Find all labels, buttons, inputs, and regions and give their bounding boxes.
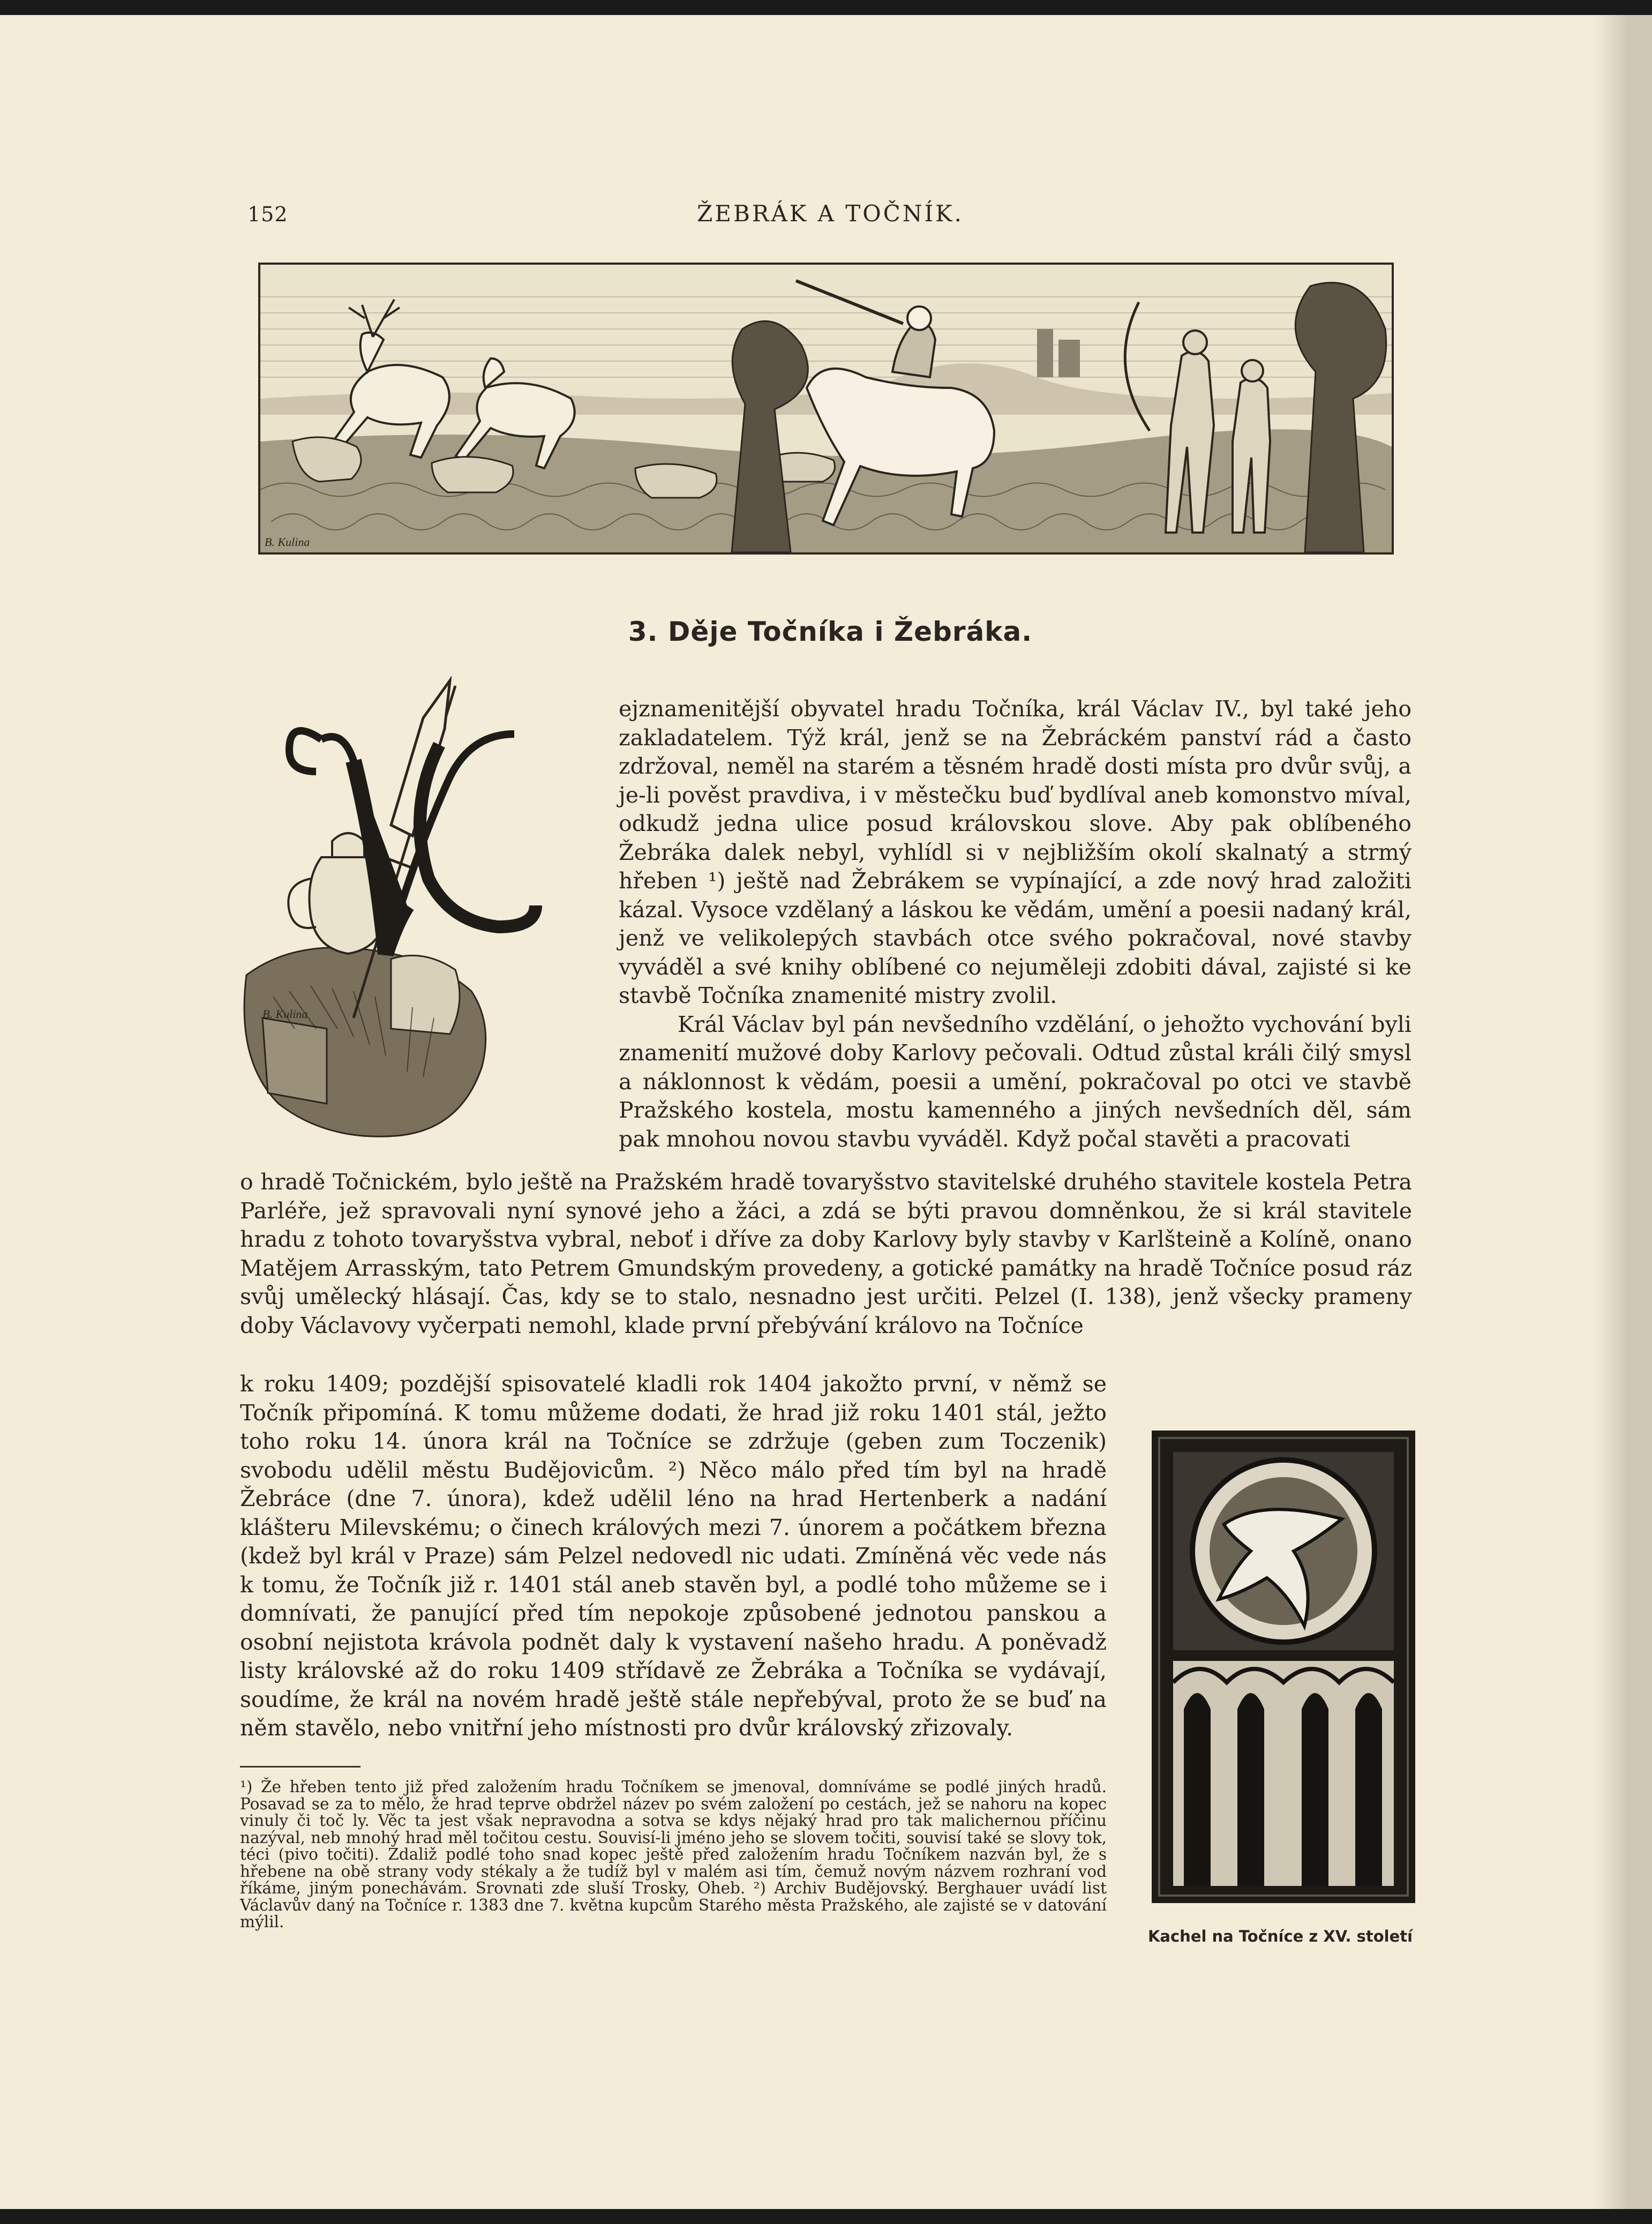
gothic-stove-tile-icon <box>1152 1431 1415 1903</box>
frieze-signature: B. Kulina <box>265 535 310 549</box>
footnotes <box>240 1779 1107 1931</box>
page-number: 152 <box>247 203 288 226</box>
ornamental-initial-with-still-life-icon <box>230 675 611 1157</box>
paragraph-2-cont: o hradě Točnickém, bylo ještě na Pražském hradě tovaryšstvo stavitelské druhého stavitele kostela Petra Parléře, jež spravovali nyní synové jeho a žáci, a zdá se býti pravou domněnkou, že si král stavitele hradu z tohoto tovaryšstva vybral, neboť i dříve za doby Karlovy byly stavby v Karlšteině a Kolíně, onano Matějem Arrasským, tato Petrem Gmundským provedeny, a gotické památky na hradě Točníce posud ráz svůj umělecký hlásají. Čas, kdy se to stalo, nesnadno jest určiti. Pelzel (I. 138), jenž všecky prameny doby Václavovy vyčerpati nemohl, klade první přebývání královo na Točníce <box>240 1169 1412 1338</box>
initial-signature: B. Kulina <box>262 1007 308 1021</box>
paragraph-2-start: Král Václav byl pán nevšedního vzdělání, o jehožto vychování byli znamenití mužové doby Karlovy pečovali. Odtud zůstal králi čilý smysl a náklonnost k vědám, poesii a umění, pokračoval po otci ve stavbě Pražského kostela, mostu kamenného a jiných nevšedních děl, sám pak mnohou novou stavbu vyváděl. Když počal stavěti a pracovati <box>619 1011 1411 1152</box>
paragraph-1: ejznamenitější obyvatel hradu Točníka, král Václav IV., byl také jeho zakladatelem. Týž král, jenž se na Žebráckém panství rád a často zdržoval, neměl na starém a těsném hradě dosti místa pro dvůr svůj, a je-li pověst pravdiva, i v městečku buď bydlíval aneb komonstvo míval, odkudž jedna ulice posud královskou slove. Aby pak oblíbeného Žebráka dalek nebyl, vyhlídl si v nejbližším okolí skalnatý a strmý hřeben ¹) ještě nad Žebrákem se vypínající, a zde nový hrad založiti kázal. Vysoce vzdělaný a láskou ke vědám, umění a poesii nadaný král, jenž ve velikolepých stavbách otce svého pokračoval, nové stavby vyváděl a své knihy oblíbené co nejuměleji zdobiti dával, zajisté si ke stavbě Točníka znamenité mistry zvolil. <box>619 696 1411 1008</box>
paragraph-2-end: k roku 1409; pozdější spisovatelé kladli rok 1404 jakožto první, v němž se Točník připomíná. K tomu můžeme dodati, že hrad již roku 1401 stál, ježto toho roku 14. února král na Točníce se zdržuje (geben zum Toczenik) svobodu udělil městu Budějovicům. ²) Něco málo před tím byl na hradě Žebráce (dne 7. února), kdež udělil léno na hrad Hertenberk a nadání klášteru Milevskému; o činech králových mezi 7. únorem a počátkem března (kdež byl král v Praze) sám Pelzel nedovedl nic udati. Zmíněná věc vede nás k tomu, že Točník již r. 1401 stál aneb stavěn byl, a podlé toho můžeme se i domnívati, že panující před tím nepokoje způsobené jednotou panskou a osobní nejistota krávola podnět daly k vystavení našeho hradu. A poněvadž listy královské až do roku 1409 střídavě ze Žebráka a Točníka se vydávají, soudíme, že král na novém hradě ještě stále nepřebýval, proto že se buď na něm stavělo, nebo vnitřní jeho místnosti pro dvůr královský zřizovaly. <box>240 1371 1107 1741</box>
footnote-text: ¹) Že hřeben tento již před založením hradu Točníkem se jmenoval, domníváme se podlé jiných hradů. Posavad se za to mělo, že hrad teprve obdržel název po svém založení po cestách, jež se nahoru na kopec vinuly či toč ly. Věc ta jest však nepravodna a sotva se kdys nějaký hrad pro tak malichernou příčinu nazýval, neb mnohý hrad měl točitou cestu. Souvisí-li jméno jeho se slovem točiti, souvisí také se slovy tok, téci (pivo točiti). Zdaliž podlé toho snad kopec ještě před založením hradu Točníkem nazván byl, že s hřebene na obě strany vody stékaly a že tudíž byl v malém asi tím, čemuž novým názvem rozhraní vod říkáme, jiným ponechávám. Srovnati zde sluší Trosky, Oheb. ²) Archiv Budějovský. Berghauer uvádí list Václavův daný na Točníce r. 1383 dne 7. května kupcům Starého města Pražského, ale zajisté se v datování mýlil. <box>240 1778 1107 1931</box>
footnote-rule <box>240 1766 361 1768</box>
text-beside-tile <box>240 1370 1107 1743</box>
text-full-width <box>240 1168 1412 1340</box>
hunting-scene-engraving-icon <box>258 263 1394 555</box>
text-beside-initial <box>619 695 1411 1154</box>
page-edge-shadow <box>1594 15 1626 2209</box>
running-title: ŽEBRÁK A TOČNÍK. <box>697 200 964 227</box>
next-page-edge <box>1626 15 1652 2209</box>
chapter-title: 3. Děje Točníka i Žebráka. <box>628 616 1033 647</box>
tile-caption: Kachel na Točníce z XV. století <box>1147 1927 1413 1945</box>
